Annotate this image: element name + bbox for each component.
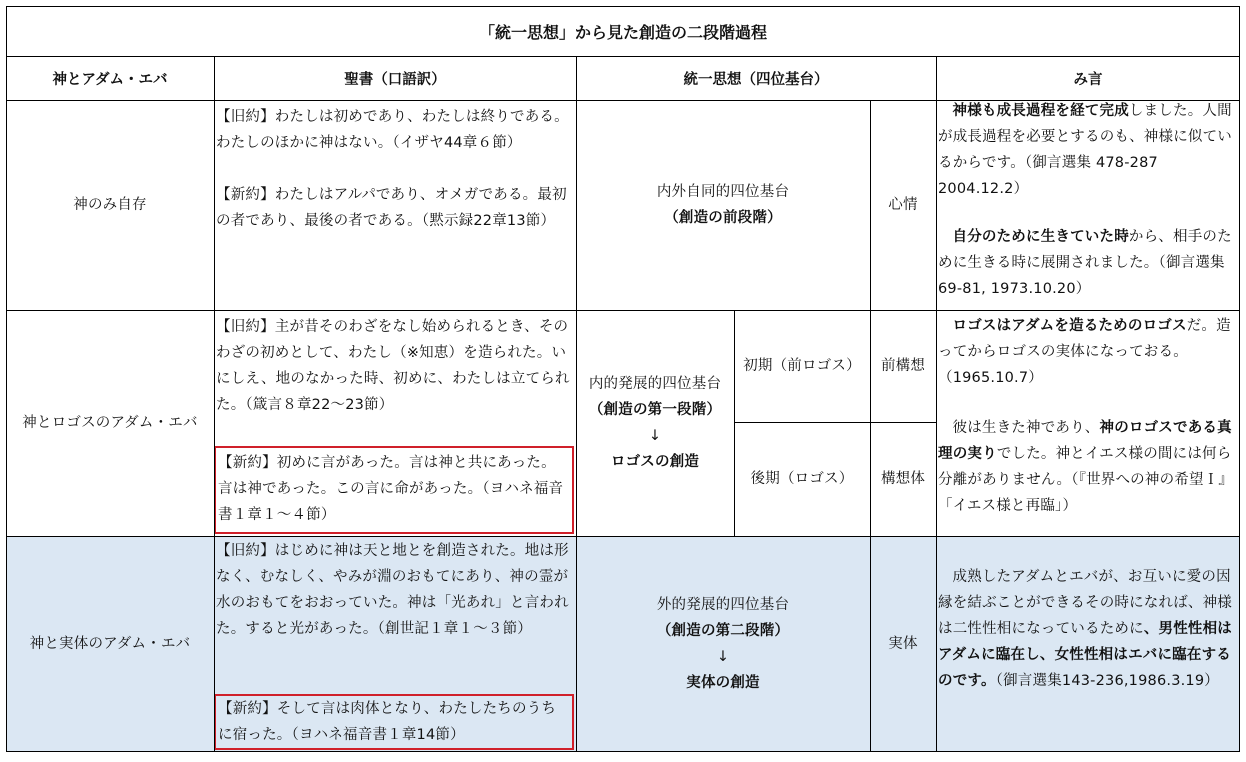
rule-row1-bottom: [6, 310, 1240, 311]
rule-col1: [214, 56, 215, 752]
row1-words-bold1: 神様も成長過程を経て完成: [952, 103, 1129, 119]
rule-row2-stage: [734, 310, 735, 536]
row2-stage-early: 初期（前ロゴス）: [743, 358, 861, 374]
row1-label: 神のみ自存: [73, 197, 147, 213]
header-col-words: み言: [1073, 71, 1103, 88]
header-col-bible: 聖書（口語訳）: [344, 71, 446, 88]
rule-col2: [576, 56, 577, 752]
row2-bible-old: 【旧約】主が昔そのわざをなし始められるとき、そのわざの初めとして、わたし（※知恵）を造られた。いにしえ、地のなかった時、初めに、わたしは立てられた。（箴言８章22～23節）: [216, 319, 570, 413]
row3-thought-line2: （創造の第二段階）: [656, 623, 790, 639]
row2-arrow: ↓: [648, 428, 662, 444]
row3-bible-old: 【旧約】はじめに神は天と地とを創造された。地は形なく、むなしく、やみが淵のおもてにあり、神の霊が水のおもてをおおっていた。神は「光あれ」と言われた。すると光があった。（創世記１章１～３節）: [216, 543, 569, 637]
row1-bible-new: 【新約】わたしはアルパであり、オメガである。最初の者であり、最後の者である。（黙示録22章13節）: [216, 187, 567, 229]
row3-words-rest: （御言選集143-236,1986.3.19）: [995, 673, 1219, 689]
rule-row2-mid: [734, 422, 936, 423]
border-outer-bottom: [6, 751, 1240, 752]
row1-words: [938, 98, 1238, 310]
row1-thought: [576, 100, 870, 310]
row2-label: 神とロゴスのアダム・エバ: [22, 415, 198, 431]
row2-thought-line3: ロゴスの創造: [610, 454, 700, 470]
row1-words-rest1: しました。人間が成長過程を必要とするのも、神様に似ているからです。（御言選集 478-287 2004.12.2）: [938, 103, 1232, 197]
row2-thought-line1: 内的発展的四位基台: [588, 376, 722, 392]
row2-side-early: 前構想: [880, 358, 926, 374]
row2-words-para2: [938, 415, 1238, 519]
row1-bible-old: 【旧約】わたしは初めであり、わたしは終りである。わたしのほかに神はない。（イザヤ44章６節）: [216, 109, 569, 151]
rule-title-bottom: [6, 56, 1240, 57]
row1-words-rest2: から、相手のために生きる時に展開されました。（御言選集 69-81, 1973.10.20）: [938, 229, 1232, 297]
rule-col3-side: [870, 100, 871, 752]
table-title: 「統一思想」から見た創造の二段階過程: [478, 22, 767, 42]
border-outer-right: [1239, 6, 1240, 752]
row3-thought-line1: 外的発展的四位基台: [656, 597, 790, 613]
row1-thought-line1: 内外自同的四位基台: [656, 184, 790, 200]
row3-words-bold: 、男性性相はアダムに臨在し、女性性相はエバに臨在するのです。: [938, 621, 1233, 689]
row3-label: 神と実体のアダム・エバ: [29, 636, 191, 652]
row2-words-rest2: でした。神とイエス様の間には何ら分離がありません。（『世界への神の希望Ｉ』「イエス様と再臨」）: [938, 446, 1234, 514]
row3-words: [938, 564, 1238, 750]
row1-thought-line2: （創造の前段階）: [664, 210, 782, 226]
row1-words-para1: [938, 98, 1238, 202]
row2-words: [938, 313, 1238, 535]
border-outer-top: [6, 6, 1240, 7]
header-col-unification-thought: 統一思想（四位基台）: [683, 71, 829, 88]
row3-thought-line3: 実体の創造: [686, 675, 760, 691]
border-outer-left: [6, 6, 7, 752]
row3-thought: [576, 536, 870, 752]
row1-words-para2: [938, 224, 1238, 302]
row3-words-pre: 成熟したアダムとエバが、お互いに愛の因縁を結ぶことができるその時になれば、神様は二性性相になっているために: [938, 569, 1232, 637]
rule-col4: [936, 56, 937, 752]
row2-bible-new: 【新約】初めに言があった。言は神と共にあった。言は神であった。この言に命があった。（ヨハネ福音書１章１～４節）: [218, 455, 564, 523]
row2-words-bold1: ロゴスはアダムを造るためのロゴス: [952, 318, 1187, 334]
row2-side-late: 構想体: [880, 471, 926, 487]
row1-side: 心情: [888, 197, 918, 213]
row1-words-bold2: 自分のために生きていた時: [952, 229, 1129, 245]
row1-bible: [216, 104, 572, 308]
row2-words-para1: [938, 313, 1238, 391]
row2-words-bold2: 神のロゴスである真理の実り: [938, 420, 1232, 462]
row3-arrow: ↓: [716, 649, 730, 665]
row2-thought: [576, 310, 734, 536]
row3-words-para: [938, 564, 1238, 694]
row2-words-pre2: 彼は生きた神であり、: [952, 420, 1100, 436]
rule-row2-bottom: [6, 536, 1240, 537]
row3-bible-new: 【新約】そして言は肉体となり、わたしたちのうちに宿った。（ヨハネ福音書１章14節）: [218, 701, 557, 743]
row3-side: 実体: [888, 636, 918, 652]
row2-thought-line2: （創造の第一段階）: [588, 402, 722, 418]
row2-words-rest1: だ。造ってからロゴスの実体になっておる。（1965.10.7）: [938, 318, 1231, 386]
row2-stage-late: 後期（ロゴス）: [750, 471, 854, 487]
rule-header-bottom: [6, 100, 1240, 101]
header-col-adam-eve: 神とアダム・エバ: [52, 71, 168, 88]
